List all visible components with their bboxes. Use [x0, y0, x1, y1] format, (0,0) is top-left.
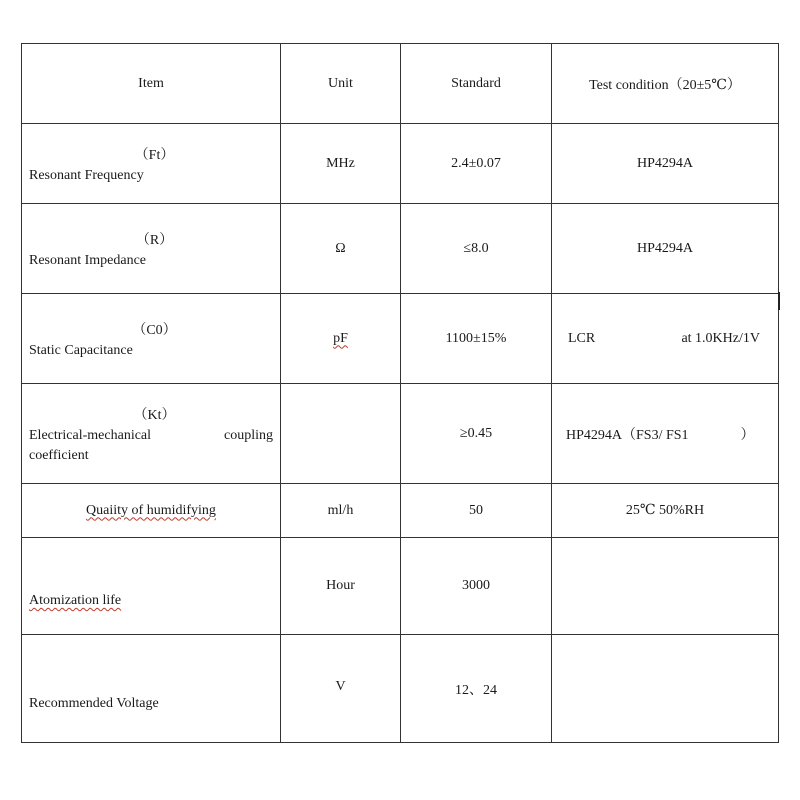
item-cell [22, 124, 281, 204]
table-row [22, 384, 779, 484]
item-name: Recommended Voltage [29, 695, 159, 711]
table-row [22, 538, 779, 635]
standard-cell: ≤8.0 [401, 204, 552, 294]
header-condition: Test condition（20±5℃） [552, 44, 779, 124]
item-cell [22, 204, 281, 294]
unit-cell [281, 384, 401, 484]
item-name-line1 [29, 428, 280, 444]
unit-cell: ml/h [281, 484, 401, 538]
table-row [22, 204, 779, 294]
table-row [22, 124, 779, 204]
item-name: Resonant Impedance [29, 252, 147, 268]
condition-cell [552, 384, 779, 484]
item-cell [22, 294, 281, 384]
item-name: Resonant Frequency [29, 167, 144, 183]
unit-cell: V [281, 635, 401, 743]
condition-instrument: LCR [568, 330, 596, 346]
item-symbol: （R） [135, 232, 174, 248]
header-standard: Standard [401, 44, 552, 124]
item-name-part: coupling [224, 427, 273, 443]
table-row [22, 635, 779, 743]
item-symbol: （Kt） [133, 407, 176, 423]
condition-cell [552, 538, 779, 635]
item-cell [22, 635, 281, 743]
item-name: Quaiity of humidifying [86, 502, 216, 518]
standard-cell: 1100±15% [401, 294, 552, 384]
condition-close: ） [740, 427, 755, 443]
item-cell [22, 484, 281, 538]
table-row [22, 294, 779, 384]
standard-cell: 2.4±0.07 [401, 124, 552, 204]
header-unit: Unit [281, 44, 401, 124]
header-item: Item [22, 44, 281, 124]
condition-cell: HP4294A [552, 204, 779, 294]
condition-cell [552, 294, 779, 384]
condition-cell: HP4294A [552, 124, 779, 204]
condition-frequency: at 1.0KHz/1V [681, 330, 760, 346]
item-symbol: （Ft） [134, 147, 175, 163]
unit-cell: Hour [281, 538, 401, 635]
item-name: Atomization life [29, 593, 122, 608]
condition-text: HP4294A（FS3/ FS1 [566, 427, 689, 443]
condition-cell: 25℃ 50%RH [552, 484, 779, 538]
unit-cell [281, 294, 401, 384]
standard-cell: ≥0.45 [401, 384, 552, 484]
standard-cell: 50 [401, 484, 552, 538]
spec-table [21, 43, 779, 743]
item-name: Static Capacitance [29, 342, 133, 358]
standard-cell: 12、24 [401, 635, 552, 743]
unit-cell: MHz [281, 124, 401, 204]
item-cell [22, 384, 281, 484]
item-cell [22, 538, 281, 635]
unit-cell: Ω [281, 204, 401, 294]
item-name-line2: coefficient [29, 447, 89, 463]
table-row [22, 484, 779, 538]
standard-cell: 3000 [401, 538, 552, 635]
unit-value: pF [333, 330, 348, 346]
header-row [22, 44, 779, 124]
item-symbol: （C0） [132, 322, 177, 338]
condition-cell [552, 635, 779, 743]
item-name-part: Electrical-mechanical [29, 427, 152, 443]
stray-mark [778, 292, 780, 310]
